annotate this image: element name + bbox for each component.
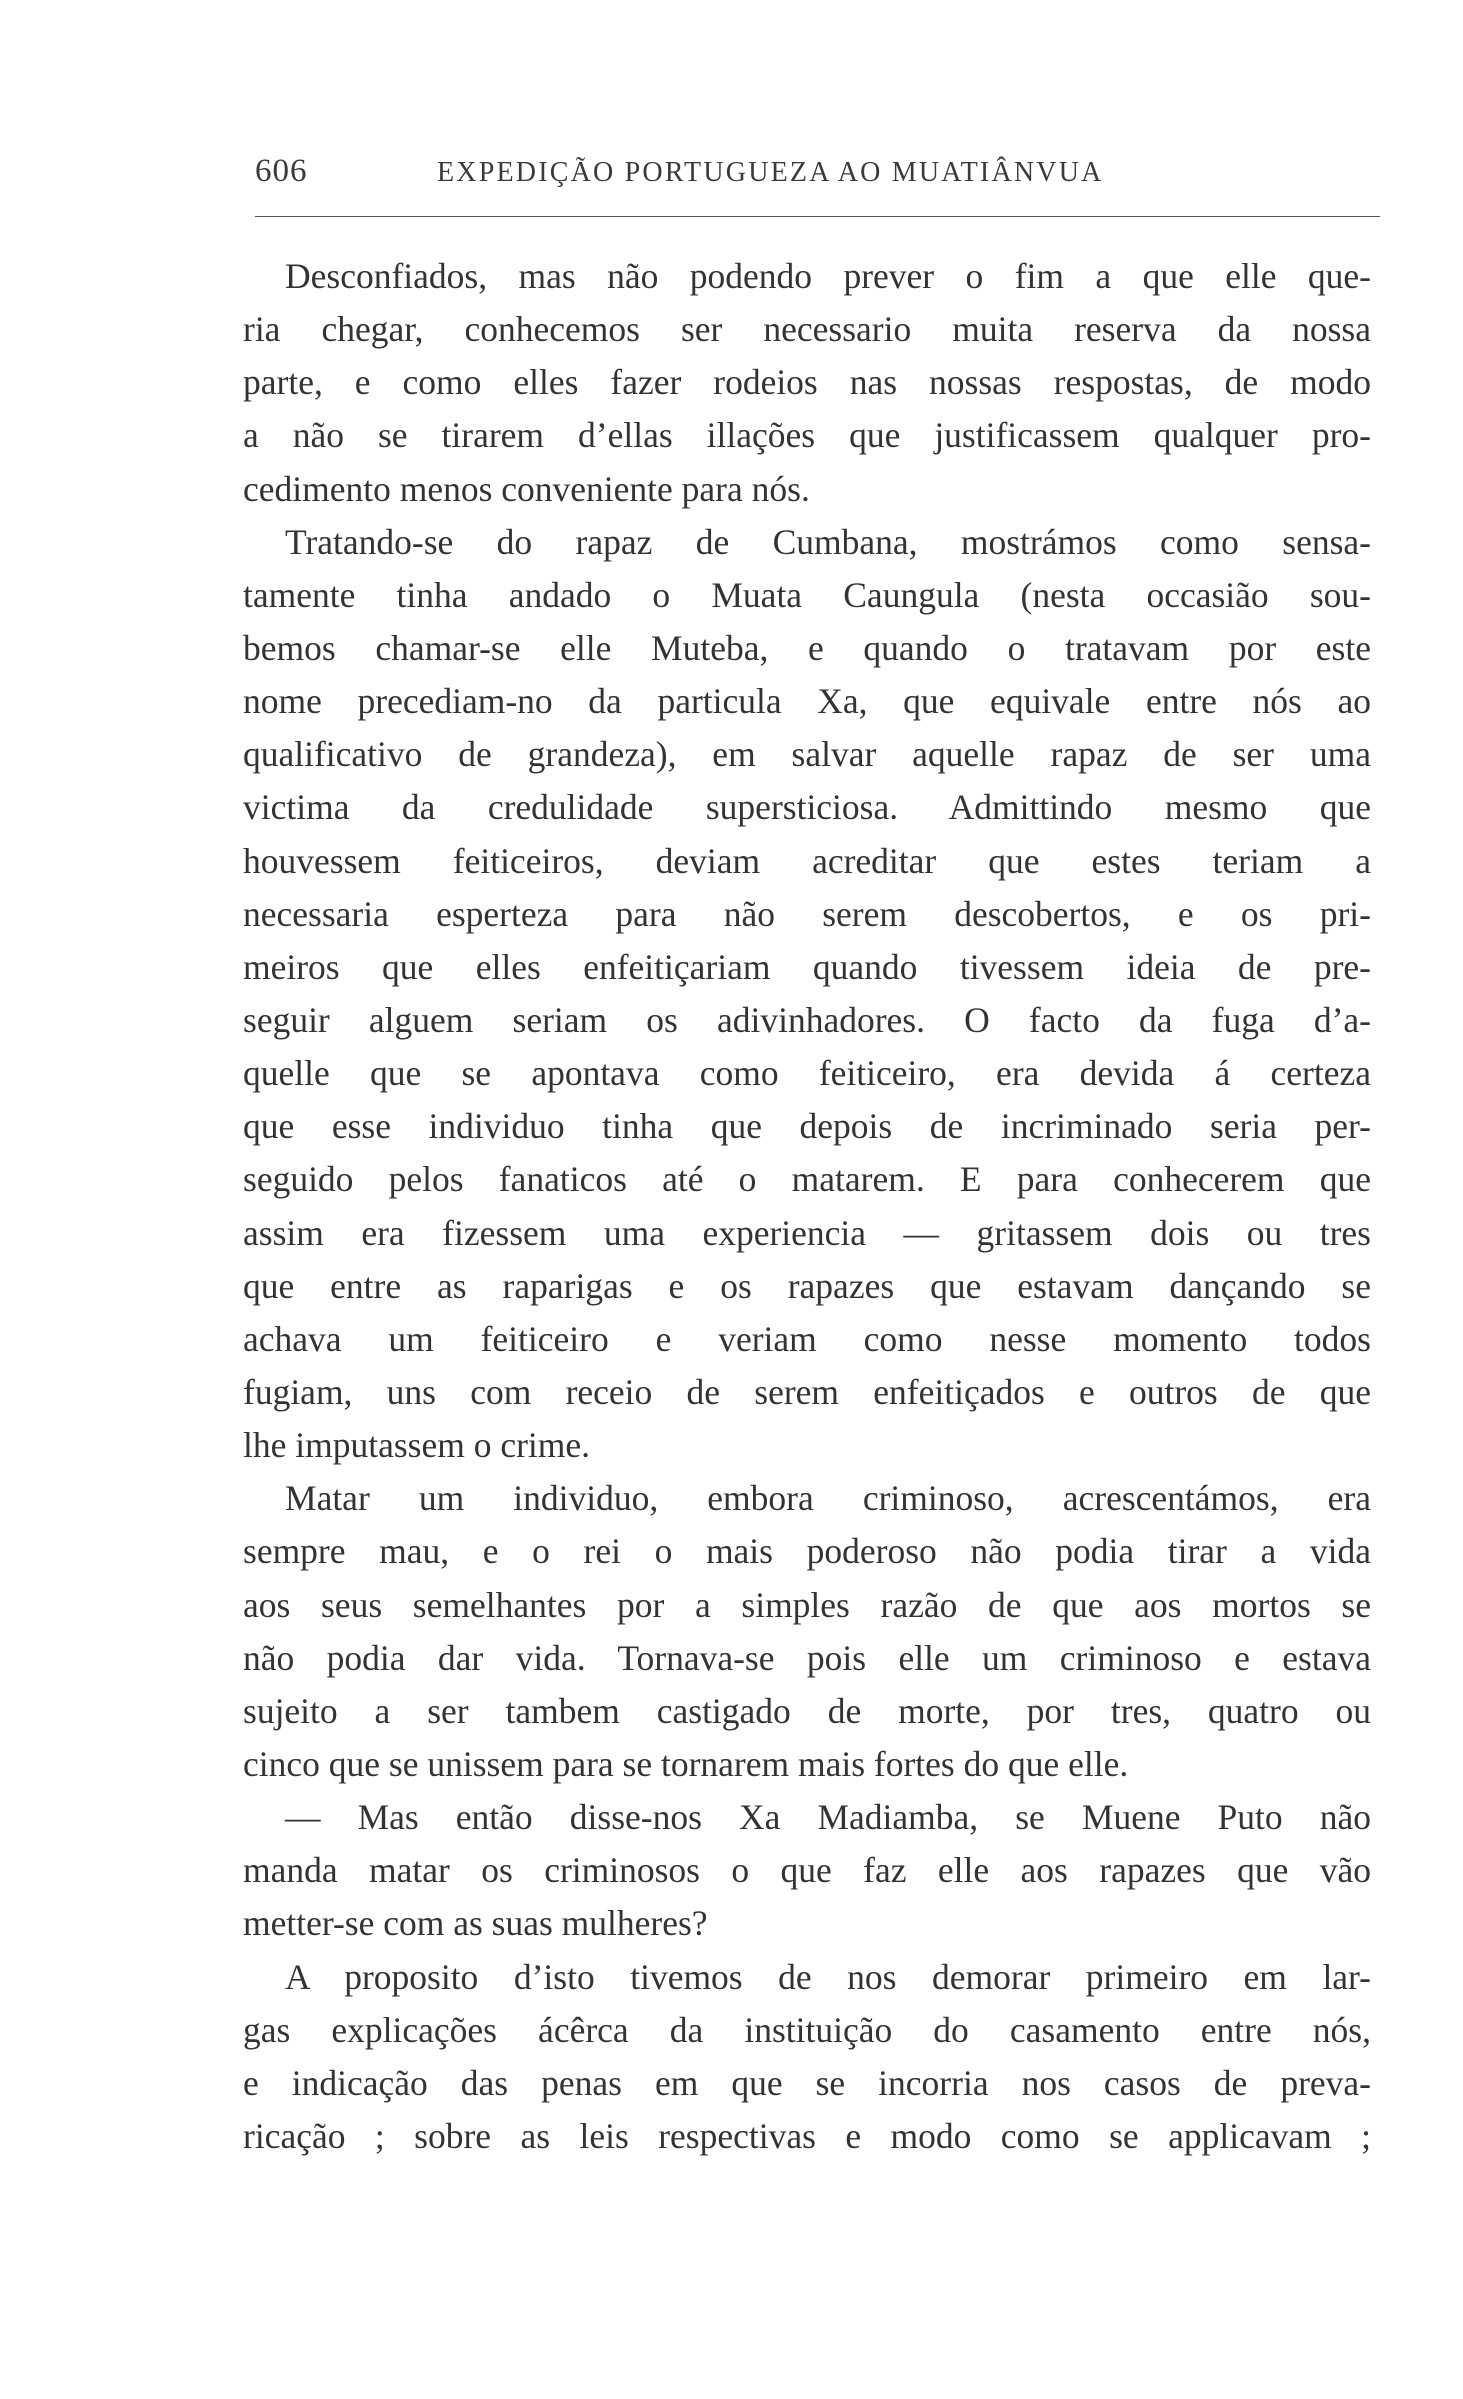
text-line: tamente tinha andado o Muata Caungula (nesta occasião sou-: [243, 574, 1371, 615]
text-line: sujeito a ser tambem castigado de morte, por tres, quatro ou: [243, 1690, 1371, 1731]
text-line: ricação ; sobre as leis respectivas e modo como se applicavam ;: [243, 2115, 1371, 2156]
text-line: ria chegar, conhecemos ser necessario muita reserva da nossa: [243, 309, 1371, 350]
text-line: aos seus semelhantes por a simples razão de que aos mortos se: [243, 1584, 1371, 1625]
text-line: nome precediam-no da particula Xa, que equivale entre nós ao: [243, 681, 1371, 722]
text-line: victima da credulidade supersticiosa. Admittindo mesmo que: [243, 787, 1371, 828]
text-line: — Mas então disse-nos Xa Madiamba, se Muene Puto não: [285, 1797, 1371, 1838]
text-line: gas explicações ácêrca da instituição do casamento entre nós,: [243, 2009, 1371, 2050]
text-line: a não se tirarem d’ellas illações que justificassem qualquer pro-: [243, 415, 1371, 456]
text-line: Desconfiados, mas não podendo prever o fim a que elle que-: [285, 256, 1371, 296]
text-line: achava um feiticeiro e veriam como nesse momento todos: [243, 1318, 1371, 1359]
text-line: parte, e como elles fazer rodeios nas nossas respostas, de modo: [243, 362, 1371, 403]
text-line: assim era fizessem uma experiencia — gritassem dois ou tres: [243, 1212, 1371, 1253]
text-line: necessaria esperteza para não serem descobertos, e os pri-: [243, 893, 1371, 934]
running-title: EXPEDIÇÃO PORTUGUEZA AO MUATIÂNVUA: [437, 157, 1104, 188]
text-line: houvessem feiticeiros, deviam acreditar que estes teriam a: [243, 840, 1371, 881]
text-line: qualificativo de grandeza), em salvar aquelle rapaz de ser uma: [243, 734, 1371, 775]
text-line: manda matar os criminosos o que faz elle aos rapazes que vão: [243, 1850, 1371, 1891]
text-line: Tratando-se do rapaz de Cumbana, mostrámos como sensa-: [285, 521, 1371, 562]
text-line: lhe imputassem o crime.: [243, 1425, 591, 1466]
text-line: meiros que elles enfeitiçariam quando tivessem ideia de pre-: [243, 946, 1371, 987]
text-line: que esse individuo tinha que depois de incriminado seria per-: [243, 1106, 1371, 1147]
text-line: metter-se com as suas mulheres?: [243, 1903, 708, 1944]
text-line: cinco que se unissem para se tornarem mais fortes do que elle.: [243, 1743, 1129, 1784]
text-line: seguido pelos fanaticos até o matarem. E para conhecerem que: [243, 1159, 1371, 1200]
text-line: e indicação das penas em que se incorria nos casos de preva-: [243, 2062, 1371, 2103]
running-header: [255, 153, 1380, 193]
text-line: que entre as raparigas e os rapazes que estavam dançando se: [243, 1265, 1371, 1306]
text-line: não podia dar vida. Tornava-se pois elle um criminoso e estava: [243, 1637, 1371, 1678]
text-line: bemos chamar-se elle Muteba, e quando o tratavam por este: [243, 627, 1371, 668]
text-line: A proposito d’isto tivemos de nos demorar primeiro em lar-: [285, 1956, 1371, 1997]
text-line: Matar um individuo, embora criminoso, acrescentámos, era: [285, 1478, 1371, 1519]
text-line: seguir alguem seriam os adivinhadores. O facto da fuga d’a-: [243, 999, 1371, 1040]
text-line: quelle que se apontava como feiticeiro, era devida á certeza: [243, 1053, 1371, 1094]
page-number: 606: [255, 153, 308, 189]
text-line: sempre mau, e o rei o mais poderoso não podia tirar a vida: [243, 1531, 1371, 1572]
body-text: [243, 250, 1371, 2163]
text-line: fugiam, uns com receio de serem enfeitiçados e outros de que: [243, 1371, 1371, 1412]
header-rule: [255, 216, 1380, 217]
text-line: cedimento menos conveniente para nós.: [243, 468, 810, 509]
